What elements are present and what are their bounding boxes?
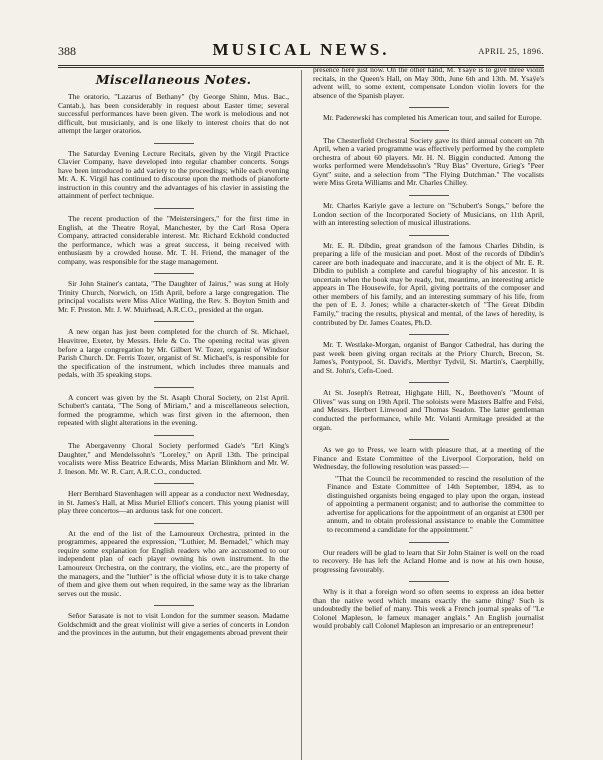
article-separator [154, 435, 194, 436]
left-column [58, 70, 289, 760]
article-paragraph: At the end of the list of the Lamoureux Orchestra, printed in the programmes, appeared the expression, "Luthier, M. Bernadel," which may require some explanation for English readers who are accustomed to our independent plan of each player owning his own instrument. In the Lamoureux Orchestra, on the contrary, the violins, etc., are the property of the managers, and the "luthier" is the official whose duty it is to take charge of them and give them out when required, in the same way as the librarian serves out the music. [58, 528, 289, 598]
article-paragraph: Sir John Stainer's cantata, "The Daughter of Jairus," was sung at Holy Trinity Church, Norwich, on 15th April, before a large congregation. The principal vocalists were Miss Alice Watling, the Rev. S. Boyton Smith and Mr. F. Preston. Mr. J. W. Muirhead, A.R.C.O., presided at the organ. [58, 279, 289, 314]
article-paragraph: Mr. Paderewski has completed his American tour, and sailed for Europe. [323, 113, 542, 123]
article-paragraph: At St. Joseph's Retreat, Highgate Hill, N., Beethoven's "Mount of Olives" was sung on 19th April. The soloists were Masters Balfre and Felsi, and Messrs. Herbert Linwood and Thomas Seadon. The latter gentleman conducted the performance, while Mr. Volanti Armitage presided at the organ. [313, 388, 544, 432]
article-separator [154, 321, 194, 322]
article-separator [409, 581, 449, 582]
article-paragraph: Mr. T. Westlake-Morgan, organist of Bangor Cathedral, has during the past week been giving organ recitals at the Priory Church, Brecon, St. James's, Pontypool, St. David's, Merthyr Tydvil, St. Martin's, Caerphilly, and St. John's, Cefn-Coed. [313, 340, 544, 375]
article-paragraph: Why is it that a foreign word so often seems to express an idea better than the native word which means exactly the same thing? Such is undoubtedly the belief of many. This week a French journal speaks of "Le Colonel Mapleson, le fameux manager anglais." An English journalist would probably call Colonel Mapleson an impresario or an entrepreneur! [313, 587, 544, 631]
article-separator [409, 130, 449, 131]
page-number: 388 [58, 44, 76, 58]
article-paragraph: A concert was given by the St. Asaph Choral Society, on 21st April. Schubert's cantata, "The Song of Miriam," and a miscellaneous selection, formed the programme, which was first given in the afternoon, then repeated with slight alterations in the evening. [58, 392, 289, 428]
article-separator [409, 439, 449, 440]
article-separator [154, 483, 194, 484]
article-separator [409, 382, 449, 383]
resolution-quote: "That the Council be recommended to rescind the resolution of the Finance and Estate Committee of 14th September, 1894, as to distinguished organists being engaged to play upon the organ, instead of appointing a permanent organist; and to authorise the committee to advertise for applications for the appointment of an organist at £300 per annum, and to obtain professional assistance to enable the Committee to recommend a candidate for the appointment." [327, 473, 544, 534]
right-column [313, 66, 544, 756]
article-paragraph: The Abergavenny Choral Society performed Gade's "Erl King's Daughter," and Mendelssohn's "Loreley," on April 13th. The principal vocalists were Miss Beatrice Edwards, Miss Marian Blinkhorn and Mr. W. J. Ineson. Mr. W. R. Carr, A.R.C.O., conducted. [58, 440, 289, 476]
article-paragraph: The recent production of the "Meistersingers," for the first time in English, at the Theatre Royal, Manchester, by the Carl Rosa Opera Company, attracted considerable interest. Mr. Richard Eckhold conducted the performance, which was a great success, it being received with enthusiasm by a crowded house. Mr. T. H. Friend, the manager of the company, was responsible for the stage management. [58, 214, 289, 266]
column-divider [301, 70, 302, 760]
article-separator [409, 334, 449, 335]
page-header [58, 40, 544, 60]
article-paragraph: Herr Bernhard Stavenhagen will appear as a conductor next Wednesday, in St. James's Hall, at Miss Muriel Elliot's concert. This young pianist will play three concertos—an arduous task for one concert. [58, 489, 289, 516]
article-separator [409, 542, 449, 543]
article-separator [409, 235, 449, 236]
article-paragraph: Señor Sarasate is not to visit London for the summer season. Madame Goldschmidt and the great violinist will give a series of concerts in London and the provinces in the autumn, but their engagements abroad prevent their [58, 611, 289, 638]
article-separator [154, 605, 194, 606]
article-separator [154, 143, 194, 144]
article-separator [154, 523, 194, 524]
article-separator [154, 387, 194, 388]
article-paragraph: The Chesterfield Orchestral Society gave its third annual concert on 7th April, when a varied programme was effectively performed by the complete orchestra of about 60 players. Mr. H. N. Biggin conducted. Among the works performed were Mendelssohn's "Ruy Blas" Overture, Grieg's "Peer Gynt" suite, and a selection from "The Flying Dutchman." The vocalists were Miss Greta Williams and Mr. Charles Chilley. [313, 135, 544, 188]
article-paragraph: Mr. E. R. Dibdin, great grandson of the famous Charles Dibdin, is preparing a life of the musician and poet. Most of the records of Dibdin's career are both inadequate and inaccurate, and it is the object of Mr. E. R. Dibdin to publish a complete and careful biography of his ancestor. It is uncertain when the book may be ready, but, meantime, an interesting article appears in The Housewife, for April, giving portraits of the composer and other members of his family, and an interesting summary of his life, from the pen of E. J. Jones; while a character-sketch of "The Great Dibdin Family," tracing the results, physical and mental, of the laws of heredity, is contributed by Dr. James Coates, Ph.D. [313, 240, 544, 327]
issue-date: APRIL 25, 1896. [478, 46, 544, 56]
article-paragraph: presence here just now. On the other hand, M. Ysaÿe is to give three violin recitals, in the Queen's Hall, on May 30th, June 6th and 13th. M. Ysaÿe's advent will, to some extent, compensate London violin lovers for the absence of the Spanish player. [313, 66, 544, 100]
article-paragraph: Mr. Charles Kariyle gave a lecture on "Schubert's Songs," before the London section of the Incorporated Society of Musicians, on 11th April, with an interesting selection of musical illustrations. [313, 201, 544, 228]
article-paragraph: Our readers will be glad to learn that Sir John Stainer is well on the road to recovery. He has left the Acland Home and is now at his own house, progressing favourably. [313, 547, 544, 574]
article-paragraph: The Saturday Evening Lecture Recitals, given by the Virgil Practice Clavier Company, have developed into regular chamber concerts. Songs have been introduced to add variety to the proceedings; while each evening Mr. A. K. Virgil has continued to discourse upon the methods of pianoforte instruction in this country and the advantages of his clavier in assisting the attainment of perfect technique. [58, 148, 289, 201]
section-heading: Miscellaneous Notes. [95, 72, 252, 87]
article-paragraph: As we go to Press, we learn with pleasure that, at a meeting of the Finance and Estate Committee of the Liverpool Corporation, held on Wednesday, the following resolution was passed:— [313, 445, 544, 472]
article-separator [409, 107, 449, 108]
article-paragraph: A new organ has just been completed for the church of St. Michael, Heavitree, Exeter, by Messrs. Hele & Co. The opening recital was given before a large congregation by Mr. Gilbert W. Tozer, organist of Windsor Parish Church. Dr. Ferris Tozer, organist of St. Michael's, is responsible for the specification of the instrument, which includes three manuals and pedals, with 35 speaking stops. [58, 327, 289, 380]
article-paragraph: The oratorio, "Lazarus of Bethany" (by George Shinn, Mus. Bac., Cantab.), has been considerably in request about Easter time; several successful performances have been given. The work is melodious and not difficult, but musicianly, and is one likely to interest choirs that do not attempt the larger oratorios. [58, 92, 289, 136]
article-separator [409, 195, 449, 196]
article-separator [154, 208, 194, 209]
article-separator [154, 273, 194, 274]
publication-title: MUSICAL NEWS. [212, 40, 390, 59]
